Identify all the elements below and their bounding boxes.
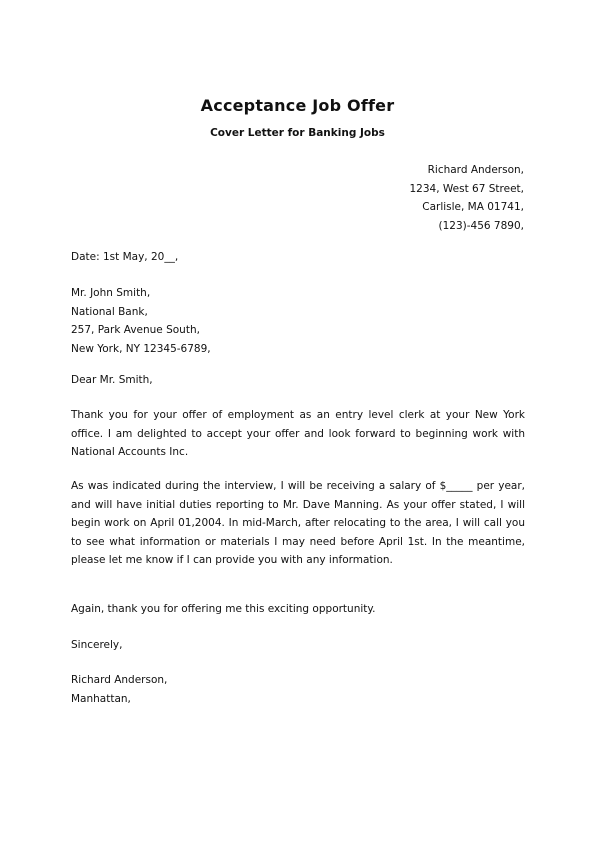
salutation: Dear Mr. Smith,: [71, 374, 153, 386]
body-paragraph-3: Again, thank you for offering me this exciting opportunity.: [71, 603, 376, 615]
recipient-name: Mr. John Smith,: [71, 287, 151, 299]
sender-phone: (123)-456 7890,: [438, 219, 524, 232]
signature-name: Richard Anderson,: [71, 674, 168, 686]
sender-name: Richard Anderson,: [427, 164, 524, 176]
signature-block: [71, 671, 525, 708]
document-title: Acceptance Job Offer: [200, 96, 395, 115]
sender-city: Carlisle, MA 01741,: [422, 201, 524, 213]
document-subtitle: Cover Letter for Banking Jobs: [210, 127, 385, 139]
recipient-address: [71, 284, 525, 358]
letter-date: Date: 1st May, 20__,: [71, 251, 179, 263]
sender-address: [410, 161, 525, 235]
closing: Sincerely,: [71, 639, 123, 651]
body-paragraph-2: As was indicated during the interview, I will be receiving a salary of $_____ per year, and will have initial duties reporting to Mr. Dave Manning. As your offer stated, I will begin work on April 01,2004. In mid-March, after relocating to the area, I will call you to see what information or materials I may need before April 1st. In the meantime, please let me know if I can provide you with any information.: [71, 480, 525, 566]
recipient-company: National Bank,: [71, 305, 148, 318]
signature-place: Manhattan,: [71, 692, 131, 705]
body-paragraph-1: Thank you for your offer of employment as an entry level clerk at your New York office. I am delighted to accept your offer and look forward to beginning work with National Accounts Inc.: [71, 409, 525, 458]
recipient-street: 257, Park Avenue South,: [71, 324, 200, 336]
sender-street: 1234, West 67 Street,: [409, 182, 524, 195]
recipient-city: New York, NY 12345-6789,: [71, 342, 211, 355]
